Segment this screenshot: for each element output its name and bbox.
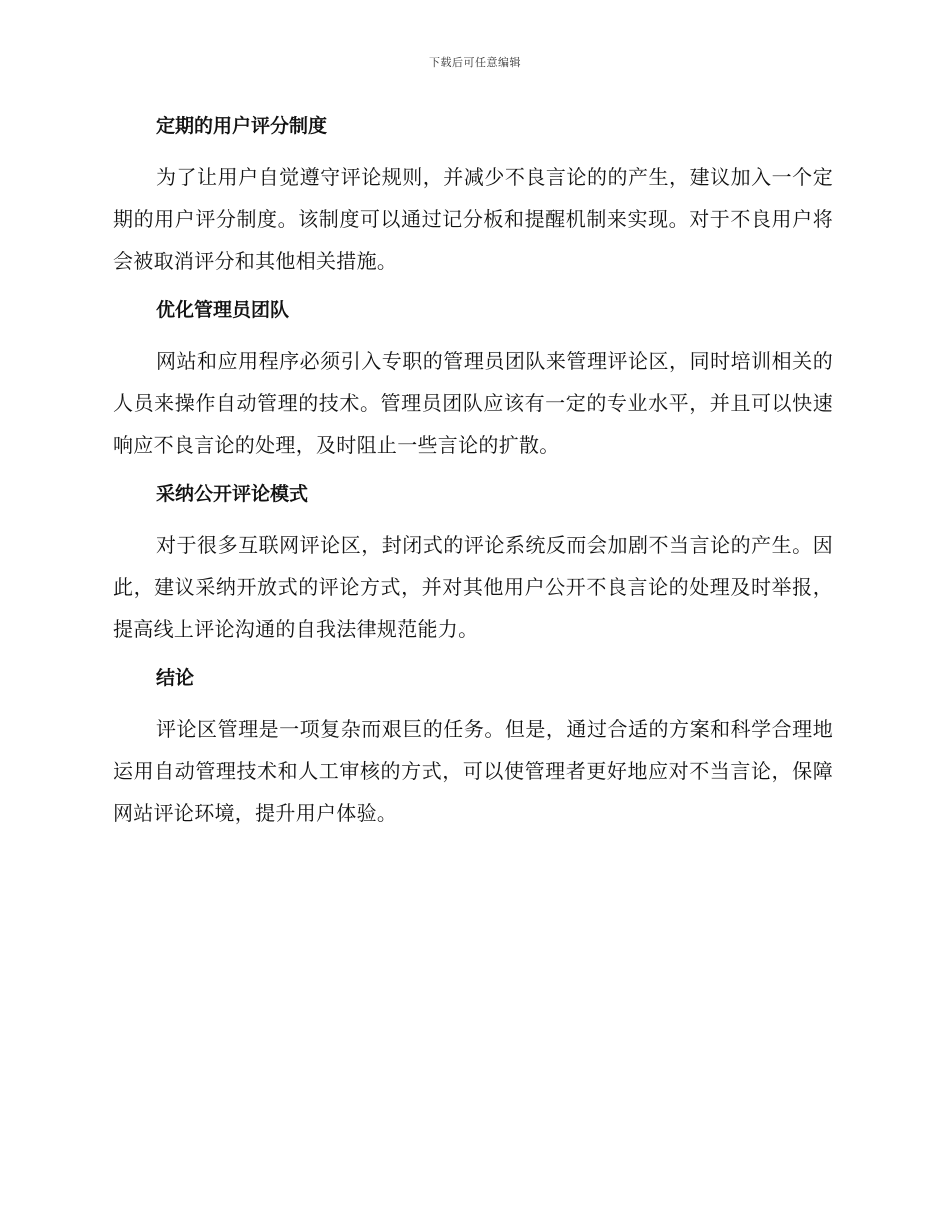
- section-admin-team: [113, 292, 833, 466]
- document-content: [113, 108, 833, 844]
- section-conclusion: [113, 660, 833, 834]
- section-paragraph: 评论区管理是一项复杂而艰巨的任务。但是，通过合适的方案和科学合理地运用自动管理技术和人工审核的方式，可以使管理者更好地应对不当言论，保障网站评论环境，提升用户体验。: [113, 717, 833, 825]
- section-heading: 定期的用户评分制度: [156, 115, 328, 137]
- page-header: 下载后可任意编辑: [429, 56, 521, 69]
- section-paragraph: 网站和应用程序必须引入专职的管理员团队来管理评论区，同时培训相关的人员来操作自动管理的技术。管理员团队应该有一定的专业水平，并且可以快速响应不良言论的处理，及时阻止一些言论的扩散。: [113, 349, 833, 457]
- section-paragraph: 为了让用户自觉遵守评论规则，并减少不良言论的的产生，建议加入一个定期的用户评分制度。该制度可以通过记分板和提醒机制来实现。对于不良用户将会被取消评分和其他相关措施。: [113, 165, 833, 273]
- section-heading: 结论: [156, 667, 195, 689]
- section-open-comments: [113, 476, 833, 650]
- section-heading: 优化管理员团队: [156, 299, 290, 321]
- section-paragraph: 对于很多互联网评论区，封闭式的评论系统反而会加剧不当言论的产生。因此，建议采纳开放式的评论方式，并对其他用户公开不良言论的处理及时举报，提高线上评论沟通的自我法律规范能力。: [113, 533, 833, 641]
- section-heading: 采纳公开评论模式: [156, 483, 309, 505]
- section-user-rating: [113, 108, 833, 282]
